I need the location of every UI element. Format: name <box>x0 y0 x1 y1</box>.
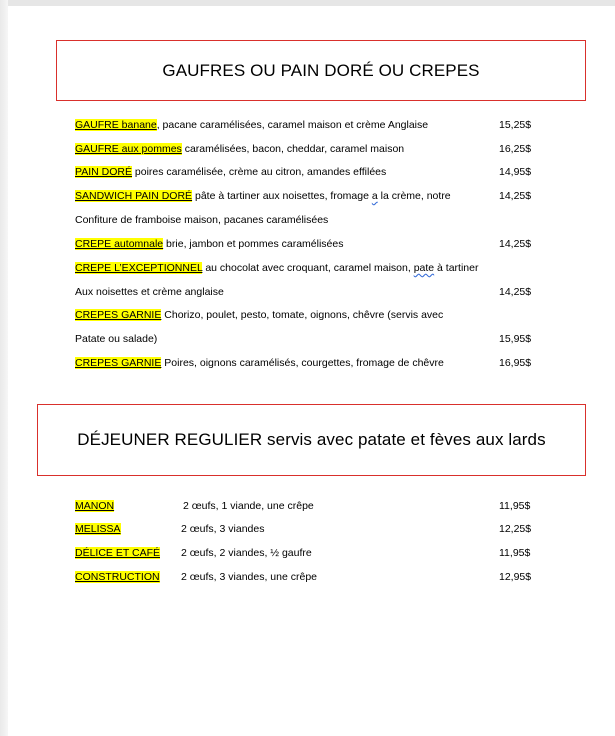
menu-item <box>75 497 535 515</box>
section-title: GAUFRES OU PAIN DORÉ OU CREPES <box>162 60 480 80</box>
item-desc: Aux noisettes et crème anglaise <box>75 286 224 298</box>
item-price: 16,25$ <box>499 143 532 155</box>
item-desc: , pacane caramélisées, caramel maison et crème Anglaise <box>156 119 429 131</box>
item-desc: Confiture de framboise maison, pacanes caramélisées <box>75 214 329 226</box>
item-price: 14,25$ <box>499 238 532 250</box>
item-price: 15,95$ <box>499 333 532 345</box>
item-name: SANDWICH PAIN DORÉ <box>75 190 193 202</box>
menu-item-continuation <box>75 330 535 348</box>
item-name: CREPE L’EXCEPTIONNEL <box>75 262 203 274</box>
item-desc: 2 œufs, 2 viandes, ½ gaufre <box>181 547 312 559</box>
section-title: DÉJEUNER REGULIER servis avec patate et fèves aux lards <box>77 430 546 449</box>
item-desc: 2 œufs, 3 viandes, une crêpe <box>181 571 317 583</box>
item-desc: la crème, notre <box>377 190 451 202</box>
item-desc: brie, jambon et pommes caramélisées <box>163 238 344 250</box>
menu-item-continuation <box>75 283 535 301</box>
item-price: 12,25$ <box>499 523 532 535</box>
item-name: PAIN DORÉ <box>75 166 132 178</box>
menu-item <box>75 187 535 205</box>
item-name: CONSTRUCTION <box>75 571 160 583</box>
menu-item <box>75 544 535 562</box>
item-price: 16,95$ <box>499 357 532 369</box>
item-desc: pâte à tartiner aux noisettes, fromage <box>192 190 372 202</box>
item-desc-marked: a <box>371 190 378 202</box>
menu-item <box>75 235 535 253</box>
item-desc: poires caramélisée, crème au citron, amandes effilées <box>131 166 387 178</box>
item-name: DÉLICE ET CAFÉ <box>75 547 160 559</box>
item-name: MELISSA <box>75 523 121 535</box>
item-desc: Patate ou salade) <box>75 333 158 345</box>
section-header-box <box>37 404 586 476</box>
item-price: 15,25$ <box>499 119 532 131</box>
item-name: GAUFRE aux pommes <box>75 143 182 155</box>
item-name: GAUFRE banane <box>75 119 157 131</box>
item-price: 12,95$ <box>499 571 532 583</box>
item-desc: caramélisées, bacon, cheddar, caramel maison <box>181 143 405 155</box>
item-desc-marked: pate <box>413 262 435 274</box>
item-price: 11,95$ <box>499 500 531 512</box>
menu-item <box>75 520 535 538</box>
item-price: 14,25$ <box>499 286 532 298</box>
menu-item <box>75 163 535 181</box>
page-margin <box>0 0 8 736</box>
item-desc: 2 œufs, 3 viandes <box>181 523 265 535</box>
item-desc: au chocolat avec croquant, caramel maison, <box>202 262 414 274</box>
item-name: CREPES GARNIE <box>75 309 162 321</box>
item-price: 11,95$ <box>499 547 531 559</box>
menu-item <box>75 568 535 586</box>
item-name: CREPES GARNIE <box>75 357 162 369</box>
menu-item <box>75 116 535 134</box>
menu-item <box>75 259 535 277</box>
menu-item <box>75 354 535 372</box>
item-name: CREPE automnale <box>75 238 164 250</box>
item-desc: Poires, oignons caramélisés, courgettes, fromage de chêvre <box>161 357 444 369</box>
item-price: 14,25$ <box>499 190 532 202</box>
item-desc: à tartiner <box>434 262 479 274</box>
item-desc: Chorizo, poulet, pesto, tomate, oignons, chêvre (servis avec <box>161 309 444 321</box>
item-name: MANON <box>75 500 115 512</box>
menu-item-continuation <box>75 211 535 229</box>
menu-item <box>75 306 535 324</box>
menu-item <box>75 140 535 158</box>
page-edge <box>0 0 615 6</box>
item-price: 14,95$ <box>499 166 532 178</box>
item-desc: 2 œufs, 1 viande, une crêpe <box>183 500 314 512</box>
section-header-box <box>56 40 586 101</box>
